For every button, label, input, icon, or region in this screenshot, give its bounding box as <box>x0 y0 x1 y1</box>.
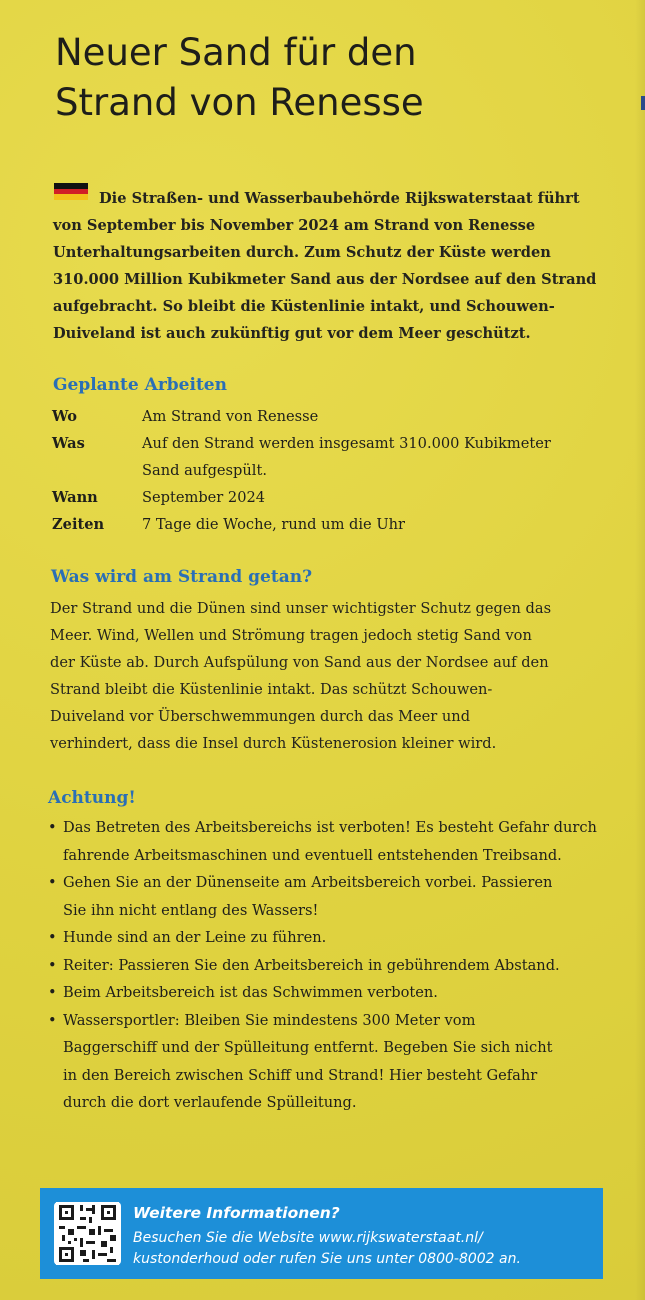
list-item-line: Reiter: Passieren Sie den Arbeitsbereich in gebührendem Abstand. <box>63 956 560 974</box>
list-item-line: Hunde sind an der Leine zu führen. <box>63 929 327 946</box>
more-info-line[interactable]: Besuchen Sie die Website www.rijkswaterstaat.nl/ <box>133 1230 483 1246</box>
list-item-line: Das Betreten des Arbeitsbereichs ist verboten! Es besteht Gefahr durch <box>63 819 597 836</box>
list-item <box>48 979 618 1007</box>
qr-code-icon[interactable] <box>54 1202 121 1265</box>
more-info-line[interactable]: kustonderhoud oder rufen Sie uns unter 0800-8002 an. <box>133 1251 521 1267</box>
title-line-1: Neuer Sand für den <box>55 31 417 74</box>
more-info-text <box>133 1228 521 1270</box>
what-is-done-heading: Was wird am Strand getan? <box>51 567 313 587</box>
attention-list <box>48 814 618 1117</box>
bullet-icon: • <box>48 819 57 836</box>
blue-edge-marker <box>641 96 645 110</box>
intro-line: aufgebracht. So bleibt die Küstenlinie intakt, und Schouwen- <box>53 298 555 315</box>
paragraph-line: der Küste ab. Durch Aufspülung von Sand aus der Nordsee auf den <box>50 654 549 671</box>
list-item <box>48 952 618 980</box>
list-item-line: in den Bereich zwischen Schiff und Strand! Hier besteht Gefahr <box>63 1066 538 1084</box>
plan-row-times <box>52 511 622 538</box>
page-title <box>55 28 595 128</box>
planned-works-heading: Geplante Arbeiten <box>53 375 227 395</box>
paragraph-line: Strand bleibt die Küstenlinie intakt. Das schützt Schouwen- <box>50 681 493 698</box>
intro-line: von September bis November 2024 am Strand von Renesse <box>53 217 536 234</box>
paragraph-line: Duiveland vor Überschwemmungen durch das Meer und <box>50 708 471 725</box>
list-item-line: Baggerschiff und der Spülleitung entfernt. Begeben Sie sich nicht <box>63 1039 553 1056</box>
plan-key: Wann <box>52 489 98 506</box>
list-item-line: fahrende Arbeitsmaschinen und eventuell entstehenden Treibsand. <box>63 846 562 864</box>
bullet-icon: • <box>48 874 57 891</box>
plan-value <box>142 511 622 538</box>
intro-paragraph <box>53 185 613 347</box>
plan-row-what <box>52 430 622 484</box>
plan-key: Zeiten <box>52 516 105 533</box>
attention-heading: Achtung! <box>48 788 136 808</box>
qr-code-graphic <box>54 1202 121 1265</box>
intro-line: Duiveland ist auch zukünftig gut vor dem Meer geschützt. <box>53 325 531 342</box>
what-is-done-paragraph <box>50 595 620 757</box>
plan-value <box>142 484 622 511</box>
plan-row-where <box>52 403 622 430</box>
paragraph-line: verhindert, dass die Insel durch Küstenerosion kleiner wird. <box>50 735 497 752</box>
plan-value-line: September 2024 <box>142 489 266 506</box>
list-item-line: durch die dort verlaufende Spülleitung. <box>63 1094 357 1111</box>
paragraph-line: Der Strand und die Dünen sind unser wichtigster Schutz gegen das <box>50 600 552 617</box>
more-info-title: Weitere Informationen? <box>133 1204 340 1222</box>
list-item-line: Beim Arbeitsbereich ist das Schwimmen verboten. <box>63 984 438 1001</box>
list-item <box>48 869 618 924</box>
plan-key: Wo <box>52 408 77 425</box>
plan-value-line: Auf den Strand werden insgesamt 310.000 Kubikmeter <box>142 435 551 452</box>
plan-value-line: 7 Tage die Woche, rund um die Uhr <box>142 516 406 533</box>
list-item <box>48 924 618 952</box>
intro-line: Unterhaltungsarbeiten durch. Zum Schutz der Küste werden <box>53 244 551 261</box>
bullet-icon: • <box>48 1011 57 1029</box>
plan-value-line: Am Strand von Renesse <box>142 408 319 425</box>
bullet-icon: • <box>48 984 57 1001</box>
plan-value <box>142 430 622 484</box>
plan-key: Was <box>52 435 85 452</box>
intro-line: 310.000 Million Kubikmeter Sand aus der Nordsee auf den Strand <box>53 271 597 288</box>
title-line-2: Strand von Renesse <box>55 81 424 124</box>
list-item <box>48 814 618 869</box>
bullet-icon: • <box>48 956 57 974</box>
more-info-box <box>40 1188 603 1279</box>
plan-value-line: Sand aufgespült. <box>142 462 267 479</box>
list-item-line: Gehen Sie an der Dünenseite am Arbeitsbereich vorbei. Passieren <box>63 874 553 891</box>
list-item-line: Wassersportler: Bleiben Sie mindestens 300 Meter vom <box>63 1011 476 1029</box>
plan-row-when <box>52 484 622 511</box>
planned-works-table <box>52 403 622 538</box>
page-edge <box>635 0 645 1300</box>
bullet-icon: • <box>48 929 57 946</box>
list-item <box>48 1007 618 1117</box>
list-item-line: Sie ihn nicht entlang des Wassers! <box>63 901 319 919</box>
paragraph-line: Meer. Wind, Wellen und Strömung tragen jedoch stetig Sand von <box>50 627 532 644</box>
intro-line: Die Straßen- und Wasserbaubehörde Rijkswaterstaat führt <box>99 190 580 207</box>
plan-value <box>142 403 622 430</box>
